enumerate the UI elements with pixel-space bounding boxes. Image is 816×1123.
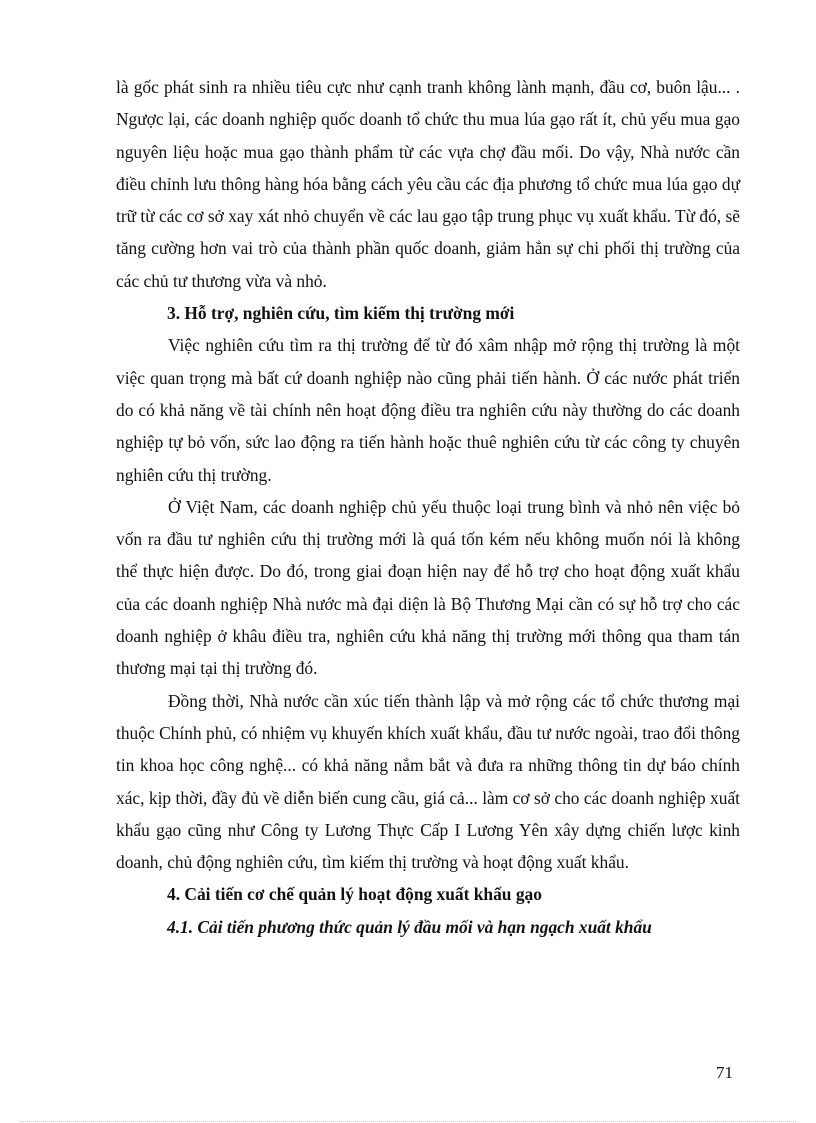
- paragraph-market-research: Việc nghiên cứu tìm ra thị trường để từ đó xâm nhập mở rộng thị trường là một việc quan trọng mà bất cứ doanh nghiệp nào cũng phải tiến hành. Ở các nước phát triển do có khả năng về tài chính nên hoạt động điều tra nghiên cứu này thường do các doanh nghiệp tự bỏ vốn, sức lao động ra tiến hành hoặc thuê nghiên cứu từ các công ty chuyên nghiên cứu thị trường.: [116, 335, 740, 485]
- section-heading-4: 4. Cải tiến cơ chế quản lý hoạt động xuất khẩu gạo: [167, 884, 542, 905]
- paragraph-state-organizations: Đồng thời, Nhà nước cần xúc tiến thành lập và mở rộng các tổ chức thương mại thuộc Chính phủ, có nhiệm vụ khuyến khích xuất khẩu, đầu tư nước ngoài, trao đổi thông tin khoa học công nghệ... có khả năng nắm bắt và đưa ra những thông tin dự báo chính xác, kịp thời, đầy đủ về diễn biến cung cầu, giá cả... làm cơ sở cho các doanh nghiệp xuất khẩu gạo cũng như Công ty Lương Thực Cấp I Lương Yên xây dựng chiến lược kinh doanh, chủ động nghiên cứu, tìm kiếm thị trường và hoạt động xuất khẩu.: [116, 690, 740, 873]
- paragraph-continued: là gốc phát sinh ra nhiều tiêu cực như cạnh tranh không lành mạnh, đầu cơ, buôn lậu... . Ngược lại, các doanh nghiệp quốc doanh tổ chức thu mua lúa gạo rất ít, chủ yếu mua gạo nguyên liệu hoặc mua gạo thành phẩm từ các vựa chợ đầu mối. Do vậy, Nhà nước cần điều chỉnh lưu thông hàng hóa bằng cách yêu cầu các địa phương tổ chức mua lúa gạo dự trữ từ các cơ sở xay xát nhỏ chuyển về các lau gạo tập trung phục vụ xuất khẩu. Từ đó, sẽ tăng cường hơn vai trò của thành phần quốc doanh, giảm hẳn sự chi phối thị trường của các chủ tư thương vừa và nhỏ.: [116, 77, 740, 291]
- page-number: 71: [716, 1063, 733, 1082]
- page-body: [116, 71, 740, 943]
- page-bottom-divider: [20, 1121, 796, 1122]
- subsection-heading-4-1: 4.1. Cải tiến phương thức quản lý đầu mối và hạn ngạch xuất khẩu: [167, 916, 652, 937]
- section-heading-3: 3. Hỗ trợ, nghiên cứu, tìm kiếm thị trường mới: [167, 303, 515, 324]
- paragraph-vietnam-enterprises: Ở Việt Nam, các doanh nghiệp chủ yếu thuộc loại trung bình và nhỏ nên việc bỏ vốn ra đầu tư nghiên cứu thị trường mới là quá tốn kém nếu không muốn nói là không thể thực hiện được. Do đó, trong giai đoạn hiện nay để hỗ trợ cho hoạt động xuất khẩu của các doanh nghiệp Nhà nước mà đại diện là Bộ Thương Mại cần có sự hỗ trợ cho các doanh nghiệp ở khâu điều tra, nghiên cứu khả năng thị trường mới thông qua tham tán thương mại tại thị trường đó.: [116, 496, 740, 679]
